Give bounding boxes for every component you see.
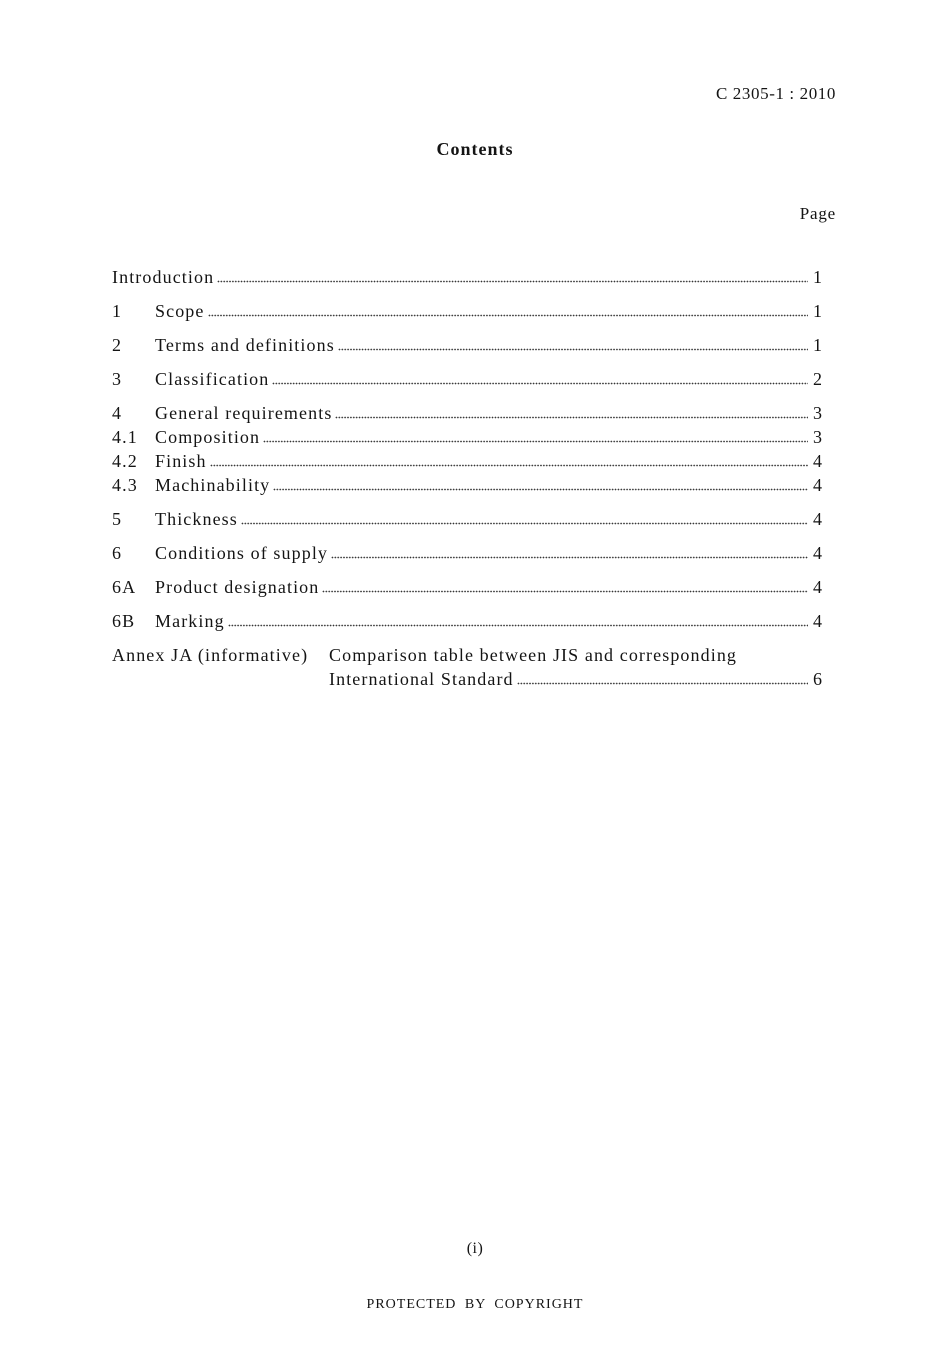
table-of-contents: [112, 265, 822, 691]
toc-entry-title: Machinability: [155, 475, 271, 495]
toc-entry-number: 6: [112, 543, 123, 563]
toc-entry-page: 4: [813, 611, 822, 631]
toc-entry-introduction: [112, 265, 822, 289]
toc-entry: [112, 507, 822, 531]
dot-leader: [273, 473, 808, 497]
document-code: C 2305-1 : 2010: [716, 84, 836, 103]
page-folio: (i): [466, 1240, 484, 1257]
annex-title-line2: International Standard: [329, 669, 514, 689]
toc-entry-number: 4.2: [112, 451, 138, 471]
toc-entry-page: 4: [813, 509, 822, 529]
dot-leader: [217, 265, 808, 289]
toc-entry-number: 6B: [112, 611, 136, 631]
toc-entry: [112, 575, 822, 599]
toc-entry-page: 4: [813, 451, 822, 471]
toc-subentry: [112, 473, 822, 497]
toc-entry: [112, 401, 822, 425]
toc-entry-page: 1: [813, 267, 822, 287]
toc-entry-page: 3: [813, 427, 822, 447]
toc-entry-number: 3: [112, 369, 123, 389]
dot-leader: [228, 609, 808, 633]
toc-entry-page: 4: [813, 543, 822, 563]
toc-entry-page: 1: [813, 335, 822, 355]
dot-leader: [241, 507, 808, 531]
annex-label: Annex JA (informative): [112, 645, 309, 665]
toc-entry-number: 6A: [112, 577, 137, 597]
toc-entry-number: 4: [112, 403, 123, 423]
toc-entry-title: Finish: [155, 451, 207, 471]
toc-entry-number: 1: [112, 301, 123, 321]
toc-entry-title: Product designation: [155, 577, 320, 597]
toc-entry-number: 4.3: [112, 475, 138, 495]
toc-entry-title: Conditions of supply: [155, 543, 329, 563]
dot-leader: [517, 667, 808, 691]
toc-entry: [112, 299, 822, 323]
dot-leader: [210, 449, 808, 473]
toc-entry-title: Terms and definitions: [155, 335, 335, 355]
toc-entry-title: Thickness: [155, 509, 238, 529]
toc-entry-number: 2: [112, 335, 123, 355]
copyright-notice: PROTECTED BY COPYRIGHT: [366, 1297, 584, 1312]
toc-annex-entry: [112, 643, 822, 667]
toc-entry-title: Scope: [155, 301, 205, 321]
toc-subentry: [112, 425, 822, 449]
dot-leader: [322, 575, 808, 599]
contents-title: Contents: [436, 139, 514, 159]
toc-entry-title: Classification: [155, 369, 270, 389]
dot-leader: [338, 333, 808, 357]
toc-entry-title: General requirements: [155, 403, 333, 423]
dot-leader: [335, 401, 808, 425]
dot-leader: [208, 299, 809, 323]
dot-leader: [272, 367, 808, 391]
toc-entry-number: 5: [112, 509, 123, 529]
toc-entry-number: 4.1: [112, 427, 138, 447]
toc-entry-page: 3: [813, 403, 822, 423]
toc-subentry: [112, 449, 822, 473]
toc-entry-title: Introduction: [112, 267, 215, 287]
toc-entry-page: 4: [813, 577, 822, 597]
annex-title-line1: Comparison table between JIS and corresponding: [329, 645, 738, 665]
toc-entry: [112, 541, 822, 565]
annex-indent: [112, 667, 329, 691]
toc-entry: [112, 333, 822, 357]
toc-entry-page: 2: [813, 369, 822, 389]
toc-entry: [112, 609, 822, 633]
page-column-label: Page: [799, 204, 836, 223]
toc-entry-page: 6: [813, 669, 822, 689]
toc-entry-page: 1: [813, 301, 822, 321]
toc-entry-title: Marking: [155, 611, 225, 631]
dot-leader: [263, 425, 808, 449]
toc-entry: [112, 367, 822, 391]
toc-annex-entry-continued: [112, 667, 822, 691]
toc-entry-title: Composition: [155, 427, 261, 447]
dot-leader: [331, 541, 808, 565]
toc-entry-page: 4: [813, 475, 822, 495]
